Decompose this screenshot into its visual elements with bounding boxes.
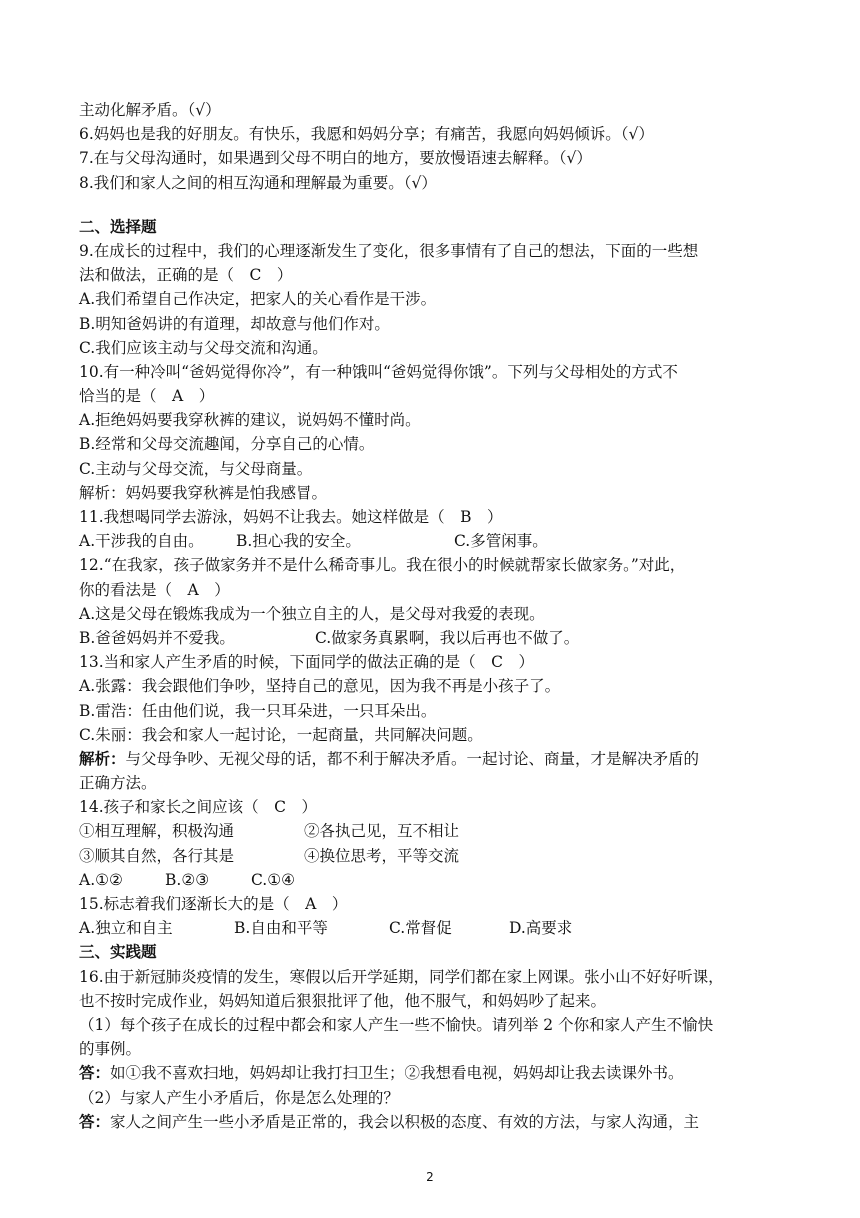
statements-row	[79, 844, 789, 868]
option: C.朱丽：我会和家人一起讨论，一起商量，共同解决问题。	[79, 725, 483, 744]
statement: ②各执己见，互不相让	[304, 822, 460, 841]
option: B.②③	[165, 870, 210, 889]
option: D.高要求	[509, 919, 573, 938]
options-row	[79, 868, 789, 892]
answer-2	[79, 1110, 789, 1134]
option: B.爸爸妈妈并不爱我。	[79, 628, 235, 647]
answer-text: 如①我不喜欢扫地，妈妈却让我打扫卫生；②我想看电视，妈妈却让我去读课外书。	[110, 1064, 684, 1083]
question-9: 9.在成长的过程中，我们的心理逐渐发生了变化，很多事情有了自己的想法，下面的一些想	[79, 241, 699, 260]
option: A.张露：我会跟他们争吵，坚持自己的意见，因为我不再是小孩子了。	[79, 677, 561, 696]
option: C.常督促	[389, 919, 452, 938]
question-11: 11.我想喝同学去游泳，妈妈不让我去。她这样做是（ B ）	[79, 508, 503, 526]
analysis	[79, 747, 789, 771]
option: C.①④	[251, 870, 296, 889]
question-10-cont: 恰当的是（ A ）	[79, 387, 215, 406]
page-number: 2	[426, 1170, 434, 1184]
answer-label: 答：	[79, 1111, 111, 1131]
text-line: 主动化解矛盾。（√）	[79, 101, 221, 119]
option: A.拒绝妈妈要我穿秋裤的建议，说妈妈不懂时尚。	[79, 411, 421, 430]
analysis: 解析：妈妈要我穿秋裤是怕我感冒。	[79, 483, 328, 502]
statement: ③顺其自然，各行其是	[79, 846, 235, 865]
section-heading-choice: 二、选择题	[79, 216, 157, 236]
analysis-text: 与父母争吵、无视父母的话，都不利于解决矛盾。一起讨论、商量，才是解决矛盾的	[125, 749, 700, 768]
question-16: 16.由于新冠肺炎疫情的发生，寒假以后开学延期，同学们都在家上网课。张小山不好好听课，	[79, 967, 724, 986]
option: A.我们希望自己作决定，把家人的关心看作是干涉。	[79, 290, 437, 309]
question-9-cont: 法和做法，正确的是（ C ）	[79, 266, 293, 285]
answer-label: 答：	[79, 1063, 111, 1083]
option: A.这是父母在锻炼我成为一个独立自主的人，是父母对我爱的表现。	[79, 604, 545, 623]
text-line: 6.妈妈也是我的好朋友。有快乐，我愿和妈妈分享；有痛苦，我愿向妈妈倾诉。（√）	[79, 125, 654, 144]
question-12-cont: 你的看法是（ A ）	[79, 580, 230, 599]
analysis-cont: 正确方法。	[79, 774, 157, 793]
options-row	[79, 916, 789, 940]
section-heading-practice: 三、实践题	[79, 942, 157, 962]
options-row	[79, 529, 789, 553]
option: C.多管闲事。	[454, 532, 548, 551]
sub-question-2: （2）与家人产生小矛盾后，你是怎么处理的？	[79, 1088, 399, 1107]
text-line: 7.在与父母沟通时，如果遇到父母不明白的地方，要放慢语速去解释。（√）	[79, 149, 592, 168]
option: C.我们应该主动与父母交流和沟通。	[79, 338, 328, 357]
answer-1	[79, 1061, 789, 1085]
option: C.做家务真累啊，我以后再也不做了。	[315, 628, 580, 647]
statement: ①相互理解，积极沟通	[79, 822, 235, 841]
option: A.干涉我的自由。	[79, 532, 204, 551]
question-12: 12.“在我家，孩子做家务并不是什么稀奇事儿。我在很小的时候就帮家长做家务。”对此，	[79, 556, 686, 575]
option: C.主动与父母交流，与父母商量。	[79, 459, 313, 478]
text-line: 8.我们和家人之间的相互沟通和理解最为重要。（√）	[79, 173, 437, 192]
sub-question-1-cont: 的事例。	[79, 1040, 142, 1059]
question-15: 15.标志着我们逐渐长大的是（ A ）	[79, 895, 348, 913]
document-content	[79, 98, 789, 1134]
statements-row	[79, 819, 789, 843]
analysis-label: 解析：	[79, 748, 126, 768]
option: B.明知爸妈讲的有道理，却故意与他们作对。	[79, 314, 390, 333]
option: B.自由和平等	[234, 919, 328, 938]
option: B.担心我的安全。	[236, 532, 361, 551]
statement: ④换位思考，平等交流	[304, 846, 460, 865]
question-14: 14.孩子和家长之间应该（ C ）	[79, 798, 318, 817]
question-10: 10.有一种冷叫“爸妈觉得你冷”，有一种饿叫“爸妈觉得你饿”。下列与父母相处的方式不	[79, 362, 678, 381]
option: A.独立和自主	[79, 919, 173, 938]
sub-question-1: （1）每个孩子在成长的过程中都会和家人产生一些不愉快。请列举 2 个你和家人产生不愉快	[79, 1015, 714, 1034]
option: A.①②	[79, 870, 123, 889]
answer-text: 家人之间产生一些小矛盾是正常的，我会以积极的态度、有效的方法，与家人沟通，主	[110, 1112, 700, 1131]
option: B.经常和父母交流趣闻，分享自己的心情。	[79, 435, 375, 454]
options-row	[79, 626, 789, 650]
question-13: 13.当和家人产生矛盾的时候，下面同学的做法正确的是（ C ）	[79, 653, 535, 672]
option: B.雷浩：任由他们说，我一只耳朵进，一只耳朵出。	[79, 701, 437, 720]
question-16-cont: 也不按时完成作业，妈妈知道后狠狠批评了他，他不服气，和妈妈吵了起来。	[79, 991, 607, 1010]
